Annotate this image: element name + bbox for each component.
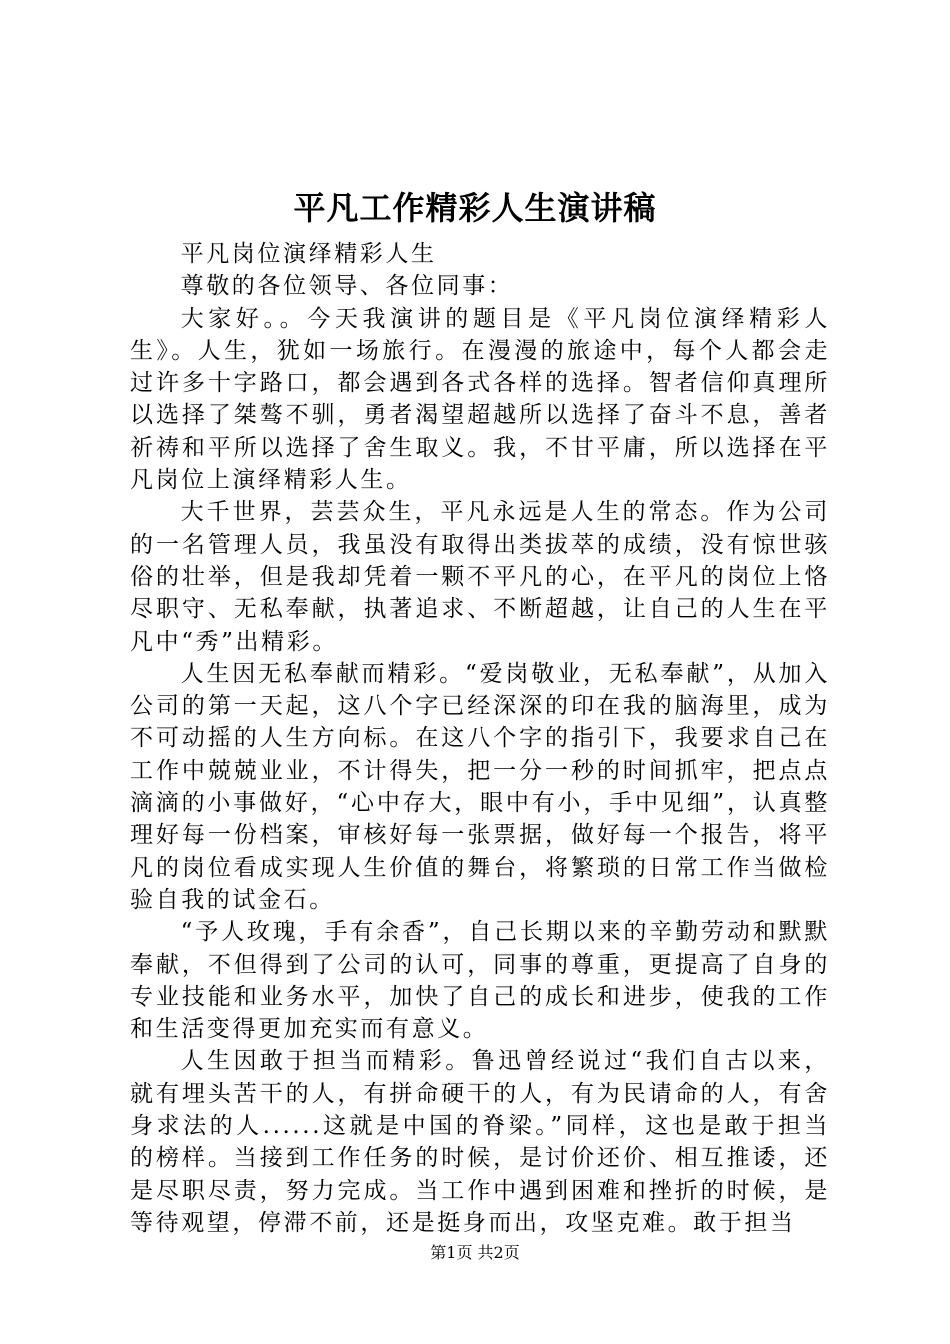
document-body (130, 238, 830, 1239)
document-title: 平凡工作精彩人生演讲稿 (293, 189, 657, 227)
paragraph-ordinary: 大千世界，芸芸众生，平凡永远是人生的常态。作为公司的一名管理人员，我虽没有取得出类拔萃的成绩，没有惊世骇俗的壮举，但是我却凭着一颗不平凡的心，在平凡的岗位上恪尽职守、无私奉献，执著追求、不断超越，让自己的人生在平凡中“秀”出精彩。 (130, 499, 830, 655)
paragraph-responsibility: 人生因敢于担当而精彩。鲁迅曾经说过“我们自古以来，就有埋头苦干的人，有拼命硬干的人，有为民请命的人，有舍身求法的人......这就是中国的脊梁。”同样，这也是敢于担当的榜样。当接到工作任务的时候，是讨价还价、相互推诿，还是尽职尽责，努力完成。当工作中遇到困难和挫折的时候，是等待观望，停滞不前，还是挺身而出，攻坚克难。敢于担当 (130, 1048, 830, 1236)
paragraph-dedication: 人生因无私奉献而精彩。“爱岗敬业，无私奉献”，从加入公司的第一天起，这八个字已经深深的印在我的脑海里，成为不可动摇的人生方向标。在这八个字的指引下，我要求自己在工作中兢兢业业，不计得失，把一分一秒的时间抓牢，把点点滴滴的小事做好，“心中存大，眼中有小，手中见细”，认真整理好每一份档案，审核好每一张票据，做好每一个报告，将平凡的岗位看成实现人生价值的舞台，将繁琐的日常工作当做检验自我的试金石。 (130, 660, 830, 913)
paragraph-roses: “予人玫瑰，手有余香”，自己长期以来的辛勤劳动和默默奉献，不但得到了公司的认可，同事的尊重，更提高了自身的专业技能和业务水平，加快了自己的成长和进步，使我的工作和生活变得更加充实而有意义。 (130, 919, 830, 1043)
page-number: 第1页 共2页 (430, 1243, 520, 1262)
paragraph-intro: 大家好。。今天我演讲的题目是《平凡岗位演绎精彩人生》。人生，犹如一场旅行。在漫漫的旅途中，每个人都会走过许多十字路口，都会遇到各式各样的选择。智者信仰真理所以选择了桀骜不驯，勇者渴望超越所以选择了奋斗不息，善者祈祷和平所以选择了舍生取义。我，不甘平庸，所以选择在平凡岗位上演绎精彩人生。 (130, 305, 830, 494)
paragraph-salutation: 尊敬的各位领导、各位同事： (180, 273, 514, 300)
paragraph-subtitle: 平凡岗位演绎精彩人生 (180, 241, 437, 267)
